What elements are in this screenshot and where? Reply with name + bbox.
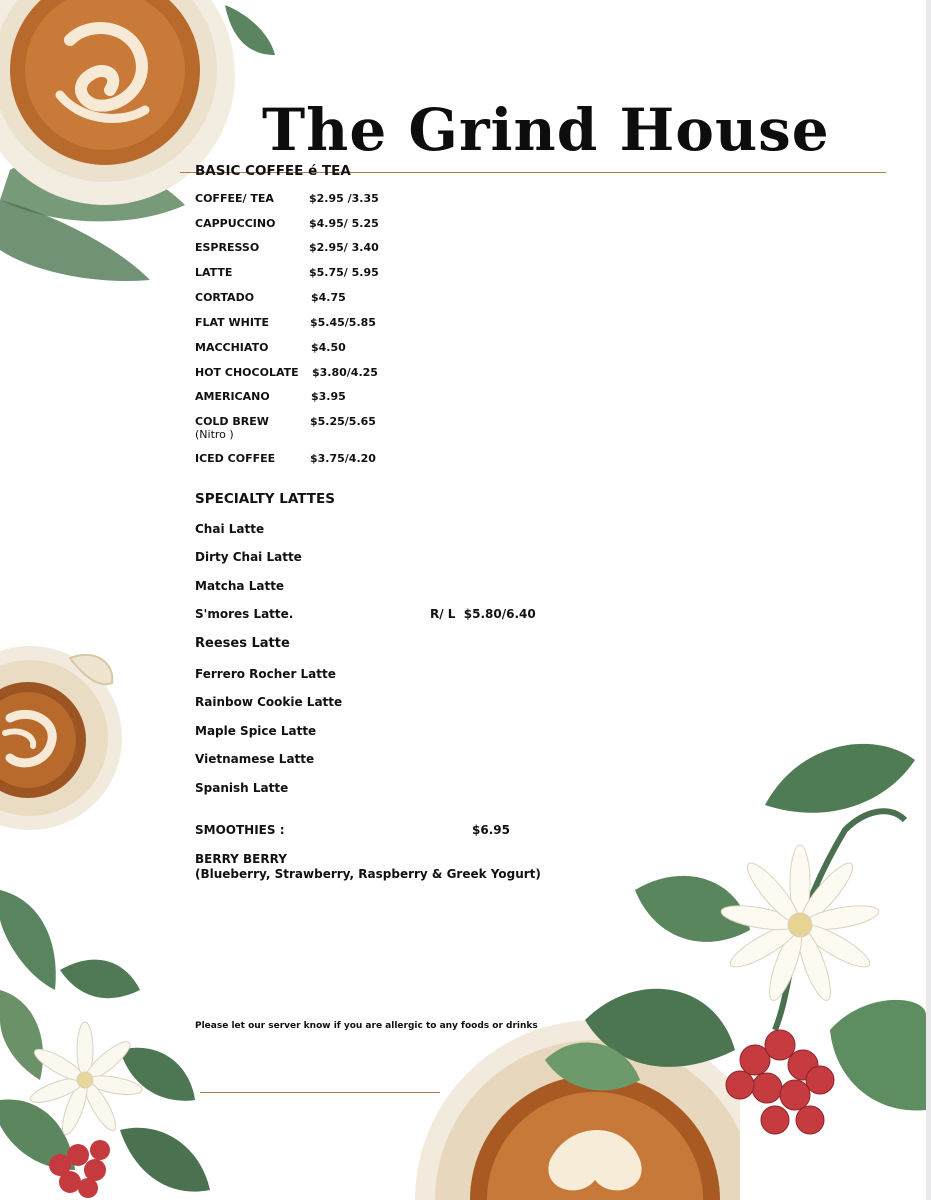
- menu-item-subtitle: (Nitro ): [195, 428, 234, 441]
- menu-item-name: CORTADO: [195, 291, 255, 304]
- menu-item-price: $5.45/5.85: [310, 316, 376, 329]
- latte-item: Dirty Chai Latte: [195, 550, 302, 564]
- specialty-lattes-heading: SPECIALTY LATTES: [195, 491, 335, 507]
- menu-item-price: $3.75/4.20: [310, 452, 376, 465]
- menu-item-name: ESPRESSO: [195, 241, 260, 254]
- menu-item-price: $4.50: [311, 341, 346, 354]
- menu-item-name: MACCHIATO: [195, 341, 269, 354]
- coffee-plant-bottom-right-icon: [545, 730, 926, 1200]
- latte-item: Ferrero Rocher Latte: [195, 667, 336, 681]
- menu-item-name: FLAT WHITE: [195, 316, 269, 329]
- latte-item: Matcha Latte: [195, 579, 285, 593]
- menu-item-price: $5.75/ 5.95: [309, 266, 379, 279]
- menu-item-name: COFFEE/ TEA: [195, 192, 274, 205]
- page-edge: [926, 0, 931, 1200]
- menu-item-name: COLD BREW: [195, 415, 269, 428]
- menu-item-name: ICED COFFEE: [195, 452, 276, 465]
- menu-item-price: $5.25/5.65: [310, 415, 376, 428]
- smoothie-name: BERRY BERRY: [195, 852, 287, 866]
- menu-item-price: $4.95/ 5.25: [309, 217, 379, 230]
- menu-title: The Grind House: [262, 96, 830, 164]
- smoothies-heading: SMOOTHIES :: [195, 823, 285, 837]
- footer-divider: [200, 1092, 440, 1093]
- latte-item: Spanish Latte: [195, 781, 289, 795]
- latte-item: Maple Spice Latte: [195, 724, 317, 738]
- latte-item: S'mores Latte.: [195, 607, 294, 621]
- latte-item: Reeses Latte: [195, 636, 290, 651]
- smoothie-description: (Blueberry, Strawberry, Raspberry & Greek Yogurt): [195, 867, 541, 881]
- menu-item-name: HOT CHOCOLATE: [195, 366, 299, 379]
- menu-item-name: AMERICANO: [195, 390, 270, 403]
- menu-item-price: $3.95: [311, 390, 346, 403]
- smoothie-item: [195, 852, 541, 882]
- allergy-note: Please let our server know if you are allergic to any foods or drinks: [195, 1021, 538, 1031]
- latte-item: Chai Latte: [195, 522, 265, 536]
- menu-item-price: $4.75: [311, 291, 346, 304]
- basic-coffee-heading: BASIC COFFEE é TEA: [195, 163, 351, 179]
- coffee-plant-bottom-left-icon: [0, 880, 215, 1200]
- latte-item: Rainbow Cookie Latte: [195, 695, 343, 709]
- menu-item-name: CAPPUCCINO: [195, 217, 276, 230]
- latte-item: Vietnamese Latte: [195, 752, 315, 766]
- latte-price: R/ L $5.80/6.40: [430, 607, 536, 621]
- menu-item-price: $2.95/ 3.40: [309, 241, 379, 254]
- menu-item-price: $2.95 /3.35: [309, 192, 379, 205]
- menu-item-name: LATTE: [195, 266, 233, 279]
- latte-cup-middle-left-icon: [0, 628, 125, 853]
- smoothies-price: $6.95: [472, 823, 510, 837]
- menu-item-price: $3.80/4.25: [312, 366, 378, 379]
